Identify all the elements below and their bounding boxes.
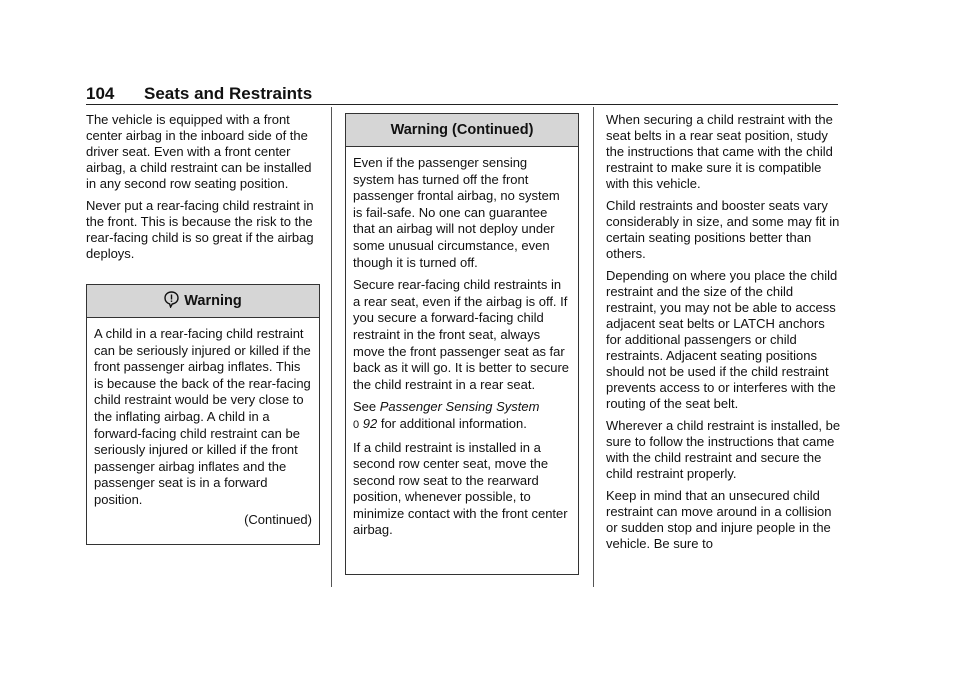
- column-1: [86, 112, 321, 268]
- warning-speech-bubble-icon: [164, 291, 179, 312]
- warning-continued-box: [345, 113, 579, 575]
- section-title: Seats and Restraints: [144, 84, 313, 103]
- page-header: [86, 84, 838, 105]
- column-3: [606, 112, 842, 558]
- paragraph: Keep in mind that an unsecured child restraint can move around in a collision or sudden stop and injure people in the vehicle. Be sure to: [606, 488, 832, 551]
- paragraph: Child restraints and booster seats vary considerably in size, and some may fit in certain seating positions better than others.: [606, 198, 840, 261]
- header-rule: [86, 104, 838, 105]
- warning-text: Even if the passenger sensing system has turned off the front passenger frontal airbag, no system is fail-safe. No one can guarantee that an airbag will not deploy under some unusual circumstance, even though it is turned off.: [353, 155, 560, 270]
- warning-text: Secure rear-facing child restraints in a rear seat, even if the airbag is off. If you secure a forward-facing child restraint in the front seat, always move the front passenger seat as far back as it will go. It is better to secure the child restraint in a rear seat.: [353, 277, 570, 392]
- xref-suffix: for additional information.: [380, 415, 527, 431]
- warning-text: If a child restraint is installed in a second row center seat, move the second row seat to the rearward position, whenever possible, to minimize contact with the front center airbag.: [353, 439, 568, 538]
- paragraph: Depending on where you place the child restraint and the size of the child restraint, you may not be able to access adjacent seat belts or LATCH anchors for additional passengers or child restraints. Adjacent seating positions should not be used if the child restraint prevents access to or interferes with the routing of the seat belt.: [606, 268, 838, 411]
- warning-header: [346, 114, 578, 147]
- paragraph: Wherever a child restraint is installed, be sure to follow the instructions that came with the child restraint and secure the child restraint properly.: [606, 418, 841, 481]
- paragraph: Never put a rear-facing child restraint in the front. This is because the risk to the rear-facing child is so great if the airbag deploys.: [86, 198, 314, 261]
- page-number: 104: [86, 84, 115, 103]
- xref-see: See: [353, 399, 377, 415]
- xref-page-link[interactable]: 92: [362, 415, 378, 431]
- warning-text: A child in a rear-facing child restraint can be seriously injured or killed if the front passenger airbag inflates. This is because the back of the rear-facing child restraint would be very close to the inflating airbag. A child in a forward-facing child restraint can be seriously injured or killed if the front passenger airbag inflates and the passenger seat is in a forward position.: [94, 326, 311, 507]
- warning-header: [87, 285, 319, 318]
- page-arrow-icon: 0: [353, 418, 360, 431]
- cross-reference: [353, 399, 571, 433]
- column-divider: [593, 107, 594, 587]
- warning-box: [86, 284, 320, 545]
- warning-title: Warning: [184, 293, 242, 309]
- continued-label: (Continued): [244, 511, 312, 527]
- column-divider: [331, 107, 332, 587]
- paragraph: When securing a child restraint with the seat belts in a rear seat position, study the instructions that came with the child restraint to make sure it is compatible with this vehicle.: [606, 112, 833, 191]
- xref-title-link[interactable]: Passenger Sensing System: [379, 399, 540, 415]
- paragraph: The vehicle is equipped with a front center airbag in the inboard side of the driver seat. Even with a front center airbag, a child restraint can be installed in any second row seating position.: [86, 112, 312, 191]
- warning-title: Warning (Continued): [390, 122, 534, 138]
